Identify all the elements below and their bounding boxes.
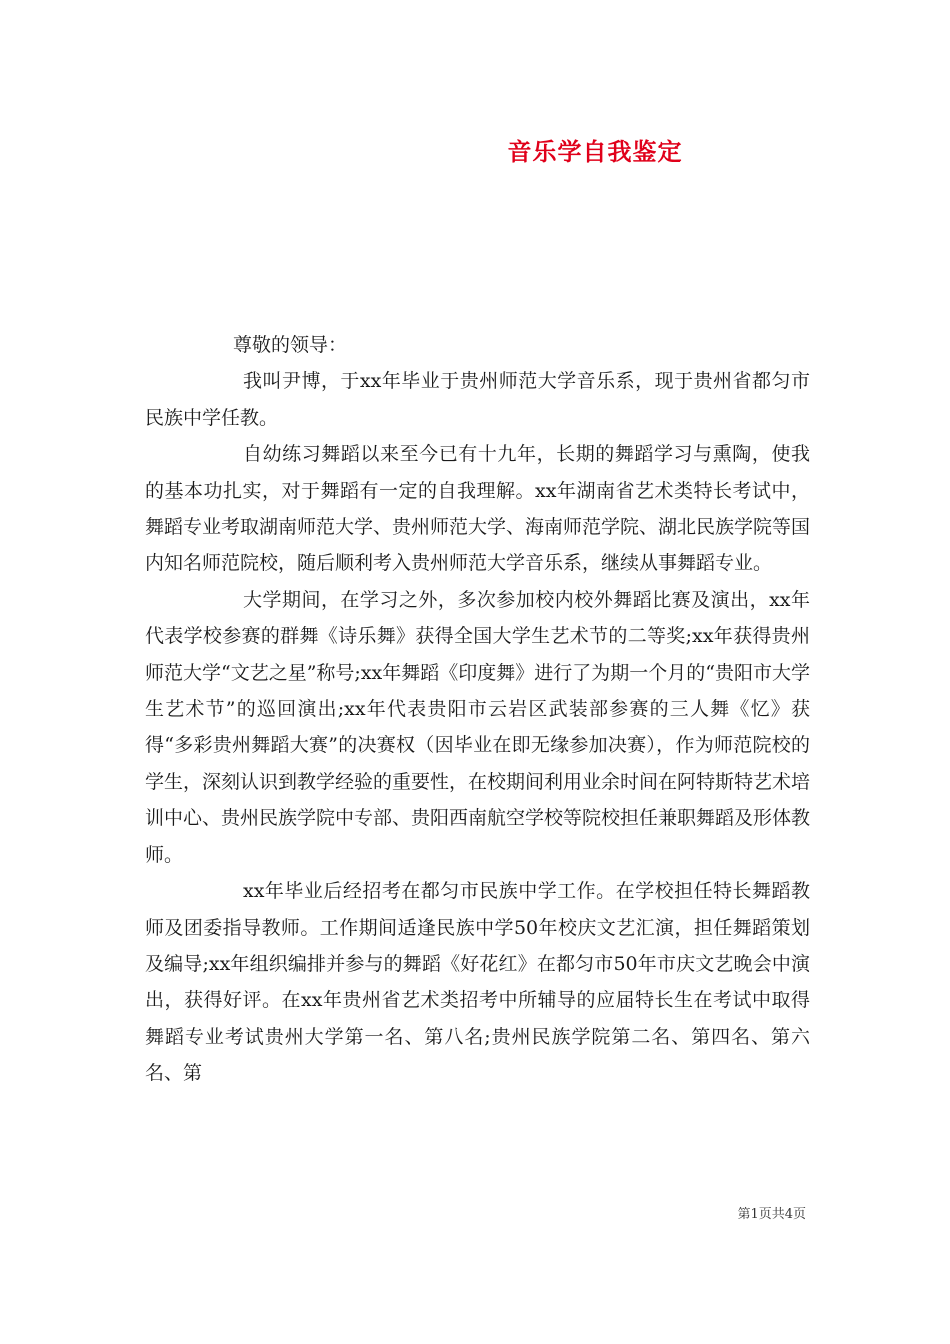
salutation: 尊敬的领导： xyxy=(233,334,348,356)
paragraph-2: 自幼练习舞蹈以来至今已有十九年，长期的舞蹈学习与熏陶，使我的基本功扎实，对于舞蹈有一定的自我理解。xx年湖南省艺术类特长考试中，舞蹈专业考取湖南师范大学、贵州师范大学、海南师范学院、湖北民族学院等国内知名师范院校，随后顺利考入贵州师范大学音乐系，继续从事舞蹈专业。 xyxy=(145,443,811,575)
document-title: 音乐学自我鉴定 xyxy=(507,137,683,166)
paragraph-3: 大学期间，在学习之外，多次参加校内校外舞蹈比赛及演出，xx年代表学校参赛的群舞《诗乐舞》获得全国大学生艺术节的二等奖;xx年获得贵州师范大学“文艺之星”称号;xx年舞蹈《印度舞》进行了为期一个月的“贵阳市大学生艺术节”的巡回演出;xx年代表贵阳市云岩区武装部参赛的三人舞《忆》获得“多彩贵州舞蹈大赛”的决赛权（因毕业在即无缘参加决赛），作为师范院校的学生，深刻认识到教学经验的重要性，在校期间利用业余时间在阿特斯特艺术培训中心、贵州民族学院中专部、贵阳西南航空学校等院校担任兼职舞蹈及形体教师。 xyxy=(145,588,811,866)
paragraph-4: xx年毕业后经招考在都匀市民族中学工作。在学校担任特长舞蹈教师及团委指导教师。工作期间适逢民族中学50年校庆文艺汇演，担任舞蹈策划及编导;xx年组织编排并参与的舞蹈《好花红》在都匀市50年市庆文艺晚会中演出，获得好评。在xx年贵州省艺术类招考中所辅导的应届特长生在考试中取得舞蹈专业考试贵州大学第一名、第八名;贵州民族学院第二名、第四名、第六名、第 xyxy=(145,880,810,1085)
document-body xyxy=(145,327,810,1092)
page-number-footer: 第1页共4页 xyxy=(737,1207,806,1222)
paragraph-1: 我叫尹博，于xx年毕业于贵州师范大学音乐系，现于贵州省都匀市民族中学任教。 xyxy=(145,370,810,429)
